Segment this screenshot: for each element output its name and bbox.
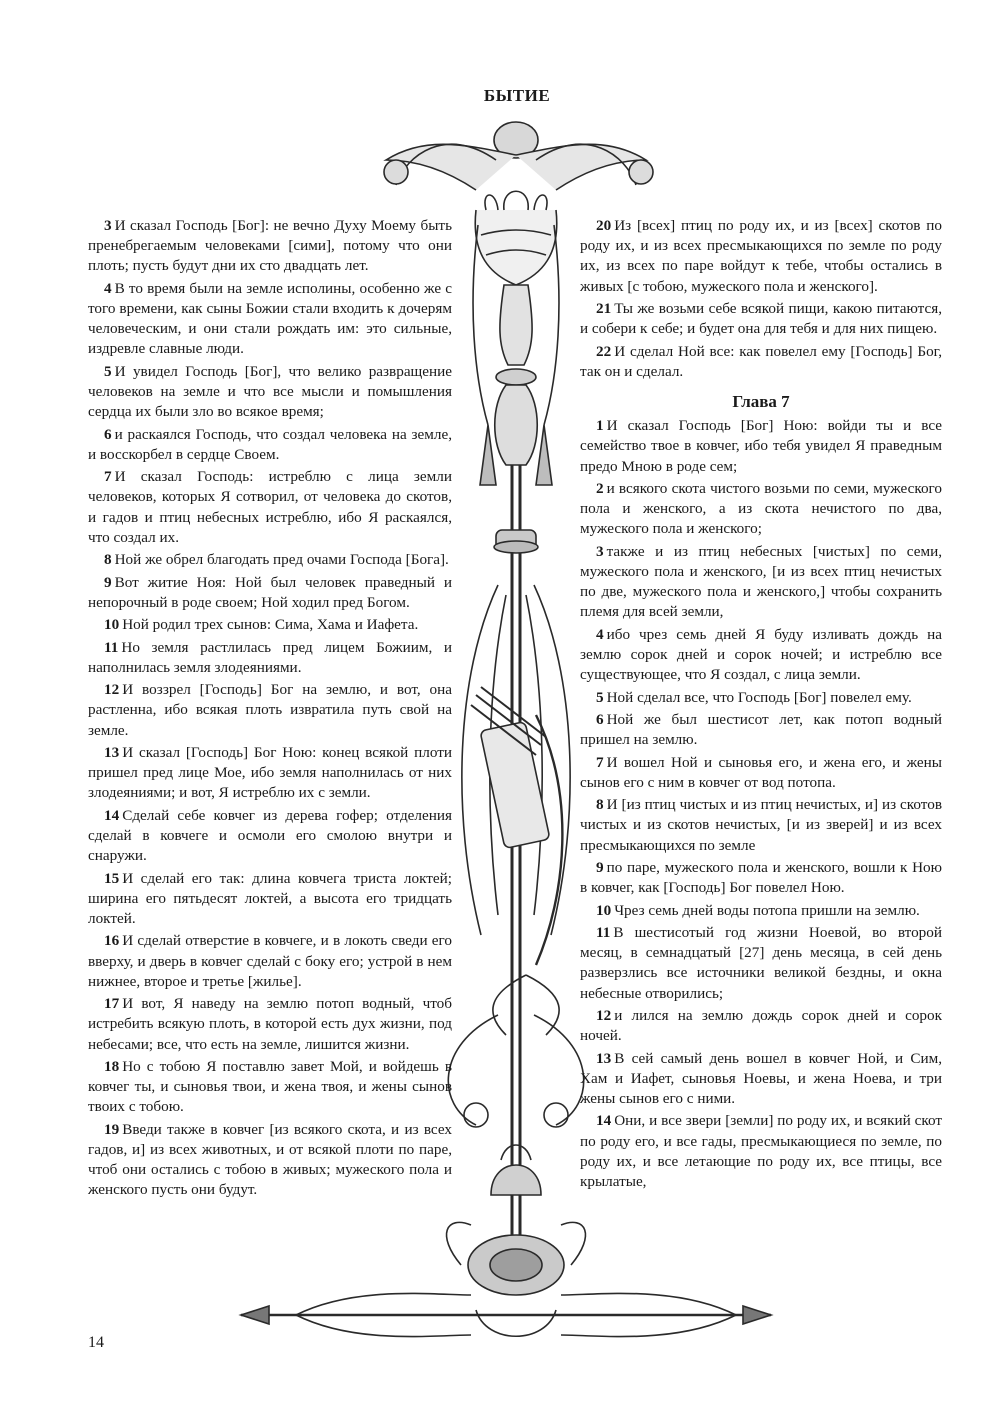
verse-text: И увидел Господь [Бог], что велико развращение человеков на земле и что все мысли и помышления сердца их были зло во всякое время; xyxy=(88,362,452,421)
verse xyxy=(580,710,942,750)
verse-number: 7 xyxy=(596,753,604,771)
verse xyxy=(580,795,942,856)
verse xyxy=(580,901,942,921)
verse xyxy=(88,1057,452,1118)
verse-number: 20 xyxy=(596,217,612,234)
verse xyxy=(580,923,942,1004)
verse-text: И сказал Господь [Бог]: не вечно Духу Моему быть пренебрегаемым человеками [сими], потому что они плоть; пусть будут дни их сто двадцать лет. xyxy=(88,217,452,275)
verse xyxy=(88,615,452,635)
verse-text: Они, и все звери [земли] по роду их, и всякий скот по роду его, и все гады, пресмыкающиеся по земле, по роду их, и все летающие по роду их, все птицы, все крылатые, xyxy=(580,1112,942,1190)
page-number: 14 xyxy=(88,1334,104,1351)
verse-number: 10 xyxy=(104,616,120,634)
verse-text: И [из птиц чистых и из птиц нечистых, и] из скотов чистых и из скотов нечистых, [и из зверей] и из всех пресмыкающихся по земле xyxy=(580,796,942,854)
verse-number: 2 xyxy=(596,480,604,497)
verse-number: 11 xyxy=(596,923,611,941)
verse xyxy=(580,1049,942,1110)
verse-number: 9 xyxy=(596,858,604,876)
verse-number: 12 xyxy=(104,681,120,699)
verse-text: В сей самый день вошел в ковчег Ной, и Сим, Хам и Иафет, сыновья Ноевы, и жена Ноева, и три жены сынов его с ними. xyxy=(580,1049,942,1107)
verse xyxy=(580,342,942,382)
verse xyxy=(580,479,942,540)
verse xyxy=(88,467,452,548)
verse xyxy=(580,542,942,623)
verse xyxy=(580,299,942,339)
verse-number: 10 xyxy=(596,901,612,919)
verse-number: 15 xyxy=(104,869,120,887)
verse xyxy=(88,550,452,570)
verse-text: И сказал Господь: истреблю с лица земли человеков, которых Я сотворил, от человека до скотов, и гадов и птиц небесных истреблю, ибо Я раскаялся, что создал их. xyxy=(88,468,452,546)
verse-number: 17 xyxy=(104,995,120,1013)
verse-text: И сказал [Господь] Бог Ною: конец всякой плоти пришел пред лице Мое, ибо земля наполнилась от них злодеяниями; и вот, Я истреблю их с земли. xyxy=(88,743,452,802)
verse xyxy=(88,573,452,613)
verse xyxy=(88,425,452,465)
verse xyxy=(580,688,942,708)
verse xyxy=(88,869,452,930)
verse-number: 14 xyxy=(104,806,120,824)
verse-number: 8 xyxy=(104,551,112,569)
right-text-column xyxy=(580,216,942,1194)
verse-number: 22 xyxy=(596,342,612,360)
verse-text: И воззрел [Господь] Бог на землю, и вот, она растленна, ибо всякая плоть извратила путь свой на земле. xyxy=(88,681,452,739)
verse xyxy=(88,806,452,867)
verse-text: И сделал Ной все: как повелел ему [Господь] Бог, так он и сделал. xyxy=(580,342,942,380)
verse xyxy=(580,625,942,686)
verse-number: 11 xyxy=(104,638,119,656)
verse-text: Ной же обрел благодать пред очами Господа [Бога]. xyxy=(114,551,449,569)
verse-number: 3 xyxy=(104,217,112,234)
verse-number: 16 xyxy=(104,932,120,950)
chapter-heading: Глава 7 xyxy=(732,392,790,411)
verse-number: 1 xyxy=(596,417,604,435)
verse xyxy=(580,858,942,898)
running-title: БЫТИЕ xyxy=(483,86,551,105)
verse-text: Вот житие Ноя: Ной был человек праведный и непорочный в роде своем; Ной ходил пред Богом. xyxy=(88,573,452,611)
verse xyxy=(88,743,452,804)
verse-text: И сделай отверстие в ковчеге, и в локоть сведи его вверху, и дверь в ковчег сделай с боку его; устрой в нем нижнее, второе и третье [жилье]. xyxy=(88,932,452,990)
verse-number: 21 xyxy=(596,300,612,317)
verse-text: Ной сделал все, что Господь [Бог] повелел ему. xyxy=(606,688,912,706)
verse-text: И сказал Господь [Бог] Ною: войди ты и все семейство твое в ковчег, ибо тебя увидел Я праведным предо Мною в роде сем; xyxy=(580,417,942,475)
verse-text: И вот, Я наведу на землю потоп водный, чтоб истребить всякую плоть, в которой есть дух жизни, под небесами; все, что есть на земле, лишится жизни. xyxy=(88,995,452,1053)
verse-number: 13 xyxy=(596,1049,612,1067)
verse-number: 4 xyxy=(596,625,604,643)
verse-text: и лился на землю дождь сорок дней и сорок ночей. xyxy=(580,1006,942,1045)
verse xyxy=(88,680,452,741)
verse-number: 7 xyxy=(104,468,112,486)
verse-text: Сделай себе ковчег из дерева гофер; отделения сделай в ковчеге и осмоли его смолою внутри и снаружи. xyxy=(88,806,452,865)
verse-text: и раскаялся Господь, что создал человека на земле, и восскорбел в сердце Своем. xyxy=(88,425,452,463)
verse-number: 5 xyxy=(104,362,112,380)
verse xyxy=(88,1120,452,1201)
verse-number: 12 xyxy=(596,1006,612,1024)
verse-text: И вошел Ной и сыновья его, и жена его, и жены сынов его с ним в ковчег от вод потопа. xyxy=(580,753,942,791)
verse-text: В то время были на земле исполины, особенно же с того времени, как сыны Божии стали входить к дочерям человеческим, и они стали рождать им: это сильные, издревле славные люди. xyxy=(88,279,452,358)
verse-number: 13 xyxy=(104,743,120,761)
verse-text: Введи также в ковчег [из всякого скота, и из всех гадов, и] из всех животных, и от всякой плоти по паре, чтоб они остались с тобою в живых; мужеского пола и женского пусть они будут. xyxy=(88,1120,452,1199)
verse-number: 18 xyxy=(104,1057,120,1075)
verse xyxy=(88,931,452,992)
verse-text: и всякого скота чистого возьми по семи, мужеского пола и женского, а из скота нечистого по два, мужеского пола и женского; xyxy=(580,480,942,538)
verse-text: Из [всех] птиц по роду их, и из [всех] скотов по роду их, и из всех пресмыкающихся по земле по роду их, из всех по паре войдут к тебе, чтобы остались в живых [с тобою, мужеского пола и женского]. xyxy=(580,217,942,295)
verse-number: 4 xyxy=(104,279,112,297)
verse xyxy=(580,216,942,297)
verse xyxy=(580,1006,942,1046)
verse xyxy=(580,753,942,793)
verse xyxy=(580,416,942,477)
verse-number: 19 xyxy=(104,1120,120,1138)
verse xyxy=(88,638,452,678)
verse xyxy=(580,1111,942,1192)
verse-text: Но с тобою Я поставлю завет Мой, и войдешь в ковчег ты, и сыновья твои, и жена твоя, и жены сынов твоих с тобою. xyxy=(88,1057,452,1116)
left-text-column xyxy=(88,216,452,1203)
verse-text: Но земля растлилась пред лицем Божиим, и наполнилась земля злодеяниями. xyxy=(88,638,452,676)
verse-text: Чрез семь дней воды потопа пришли на землю. xyxy=(614,901,920,919)
verse-number: 9 xyxy=(104,573,112,591)
verse xyxy=(88,362,452,423)
verse-text: И сделай его так: длина ковчега триста локтей; ширина его пятьдесят локтей, а высота его тридцать локтей. xyxy=(88,869,452,927)
verse-text: В шестисотый год жизни Ноевой, во второй месяц, в семнадцатый [27] день месяца, в сей день разверзлись все источники великой бездны, и окна небесные отворились; xyxy=(580,923,942,1002)
verse-number: 6 xyxy=(104,425,112,443)
verse-text: также и из птиц небесных [чистых] по семи, мужеского пола и женского, [и из всех птиц нечистых по две, мужеского пола и женского,] чтобы сохранить племя для всей земли, xyxy=(580,542,942,621)
verse-number: 6 xyxy=(596,710,604,728)
verse-text: Ты же возьми себе всякой пищи, какою питаются, и собери к себе; и будет она для тебя и для них пищею. xyxy=(580,300,942,338)
verse-number: 5 xyxy=(596,688,604,706)
verse-text: по паре, мужеского пола и женского, вошли к Ною в ковчег, как [Господь] Бог повелел Ною. xyxy=(580,858,942,897)
verse-number: 8 xyxy=(596,796,604,814)
verse-number: 3 xyxy=(596,542,604,560)
verse xyxy=(88,994,452,1055)
verse-text: Ной же был шестисот лет, как потоп водный пришел на землю. xyxy=(580,710,942,749)
verse-number: 14 xyxy=(596,1112,612,1130)
verse-text: ибо чрез семь дней Я буду изливать дождь на землю сорок дней и сорок ночей; и истреблю все существующее, что Я создал, с лица земли. xyxy=(580,625,942,684)
verse-text: Ной родил трех сынов: Сима, Хама и Иафета. xyxy=(122,616,419,634)
verse xyxy=(88,279,452,360)
verse xyxy=(88,216,452,277)
